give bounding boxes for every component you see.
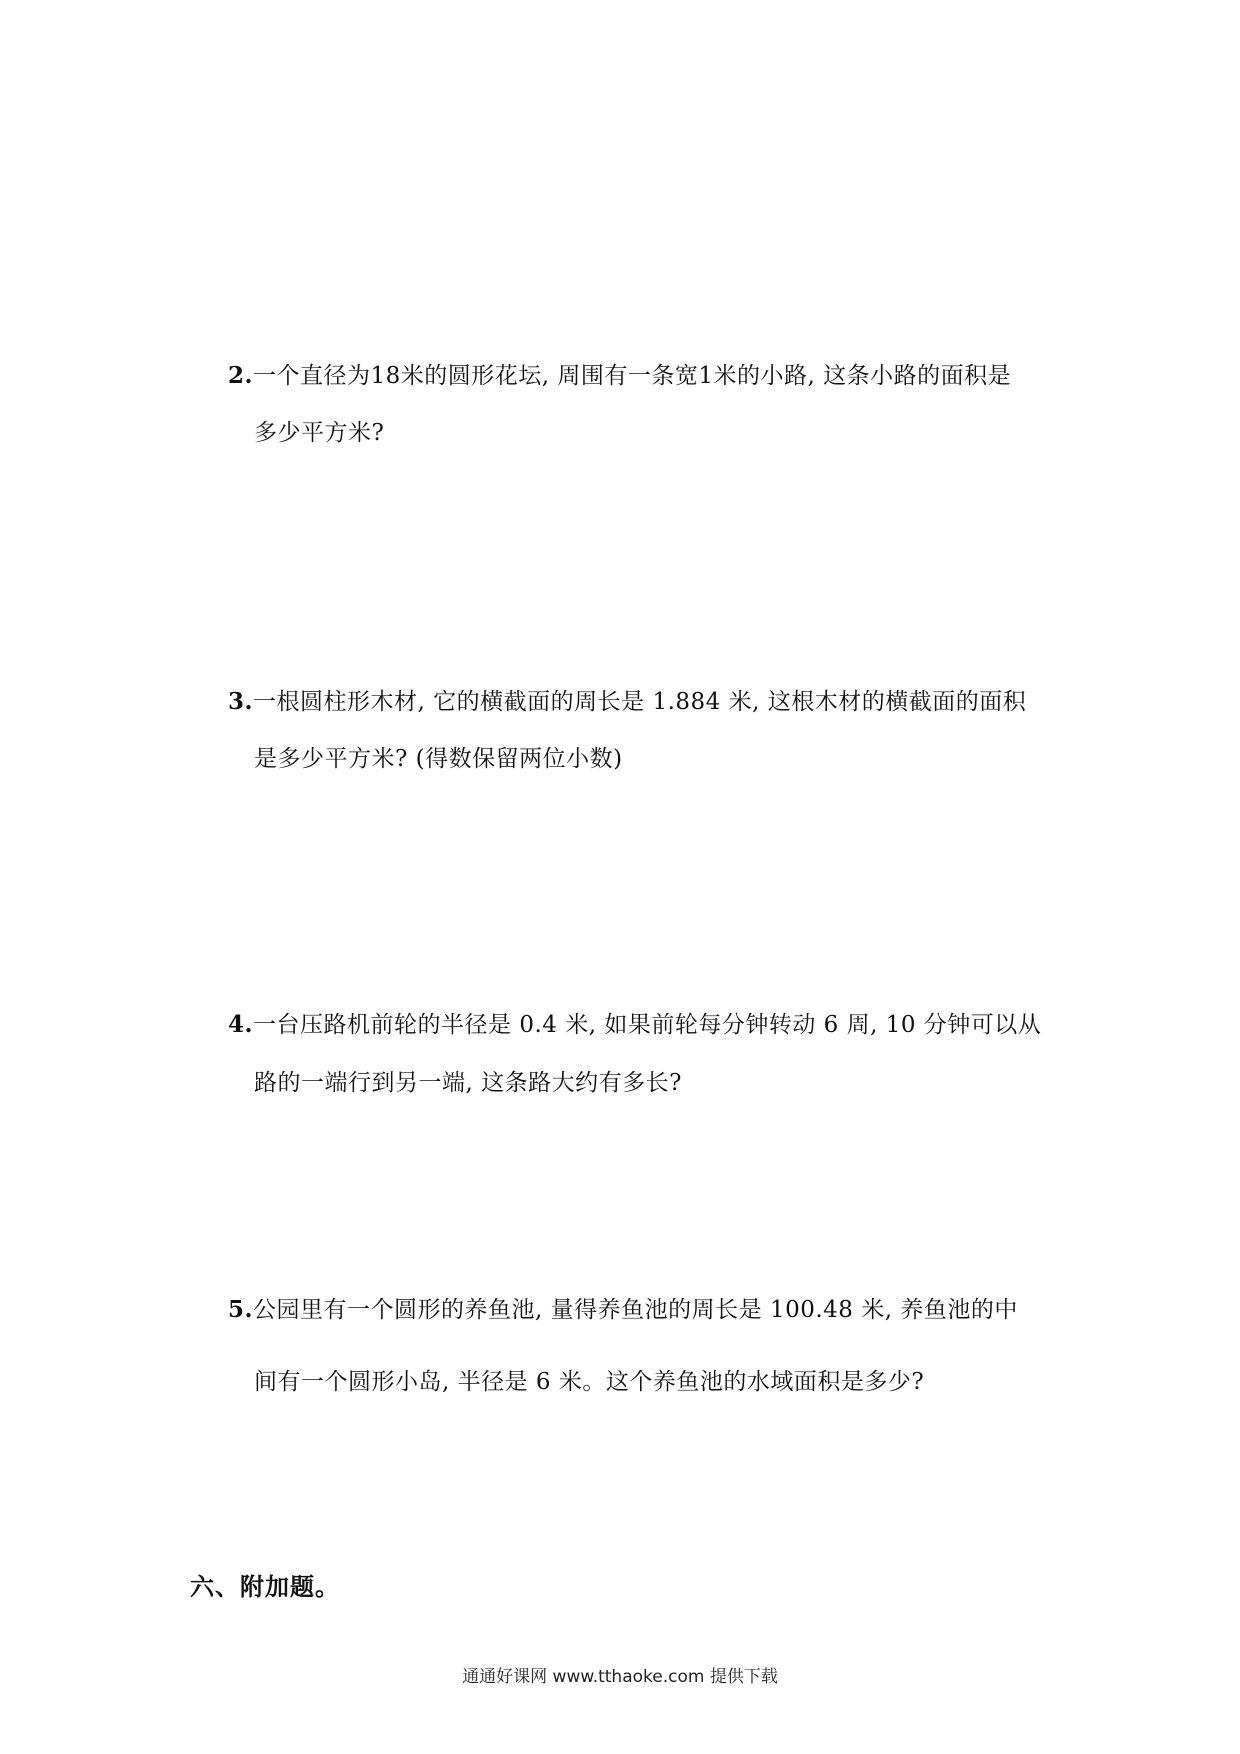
problem-5-text-1: 公园里有一个圆形的养鱼池, 量得养鱼池的周长是 100.48 米, 养鱼池的中 [253,1297,1018,1323]
problem-3-number: 3. [228,688,254,715]
problem-4-text-1: 一台压路机前轮的半径是 0.4 米, 如果前轮每分钟转动 6 周, 10 分钟可以从 [253,1012,1042,1038]
page-footer: 通通好课网 www.tthaoke.com 提供下载 [462,1667,778,1687]
section-heading-bonus: 六、附加题。 [190,1572,340,1601]
problem-2 [228,364,1058,448]
problem-2-number: 2. [228,362,254,389]
problem-5-number: 5. [228,1296,254,1323]
problem-4 [228,1013,1058,1098]
problem-3 [228,690,1058,774]
problem-5 [228,1298,1058,1397]
problem-3-line-2: 是多少平方米? (得数保留两位小数) [254,746,623,772]
problem-4-line-2: 路的一端行到另一端, 这条路大约有多长? [254,1070,682,1096]
problem-4-number: 4. [228,1011,254,1038]
problem-5-line-1 [228,1298,1058,1324]
problem-2-text-1: 一个直径为18米的圆形花坛, 周围有一条宽1米的小路, 这条小路的面积是 [253,363,1012,389]
problem-5-line-2: 间有一个圆形小岛, 半径是 6 米。这个养鱼池的水域面积是多少? [254,1369,925,1395]
problem-3-line-1 [228,690,1058,716]
problem-2-line-2: 多少平方米? [254,420,385,446]
problem-3-text-1: 一根圆柱形木材, 它的横截面的周长是 1.884 米, 这根木材的横截面的面积 [253,689,1027,715]
problem-4-line-1 [228,1013,1058,1039]
problem-2-line-1 [228,364,1058,390]
